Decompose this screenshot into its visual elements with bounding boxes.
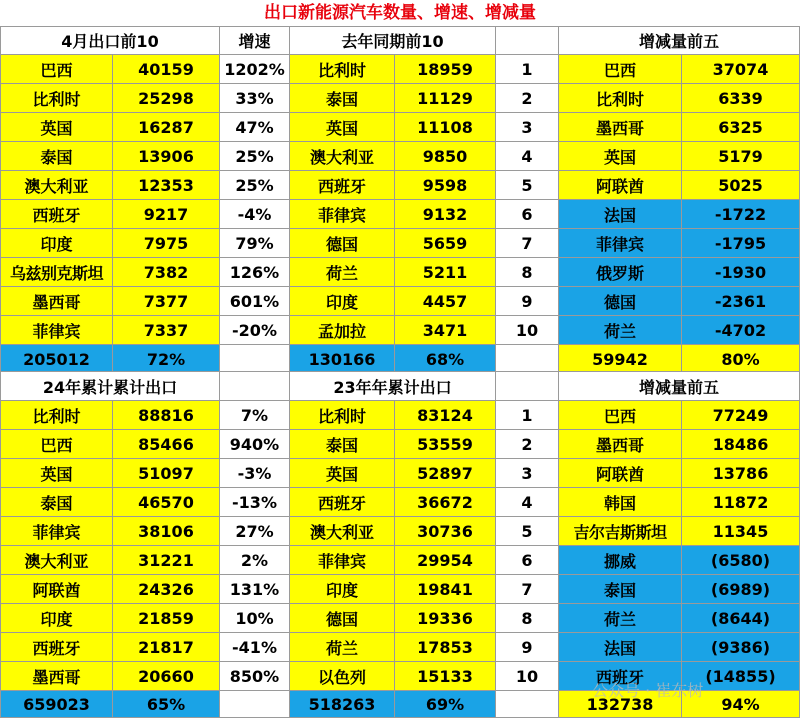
- sheet-title: 出口新能源汽车数量、增速、增减量: [264, 3, 536, 23]
- change-value: (6580): [682, 546, 800, 575]
- growth-rate: 940%: [220, 430, 290, 459]
- export-value: 7975: [113, 229, 220, 258]
- country-name: 荷兰: [559, 316, 682, 345]
- rank-number: 7: [496, 229, 559, 258]
- country-name: 印度: [290, 287, 395, 316]
- export-value: 88816: [113, 401, 220, 430]
- country-name: 西班牙: [1, 633, 113, 662]
- top-table: [0, 26, 800, 374]
- table-row: [1, 84, 800, 113]
- export-value: 15133: [395, 662, 496, 691]
- export-value: 20660: [113, 662, 220, 691]
- country-name: 比利时: [559, 84, 682, 113]
- export-value: 4457: [395, 287, 496, 316]
- growth-rate: 850%: [220, 662, 290, 691]
- total-value: 205012: [1, 345, 113, 374]
- country-name: 墨西哥: [1, 287, 113, 316]
- growth-rate: 1202%: [220, 55, 290, 84]
- export-value: 9598: [395, 171, 496, 200]
- change-value: 37074: [682, 55, 800, 84]
- rank-number: 10: [496, 662, 559, 691]
- export-value: 7377: [113, 287, 220, 316]
- change-value: 13786: [682, 459, 800, 488]
- country-name: 俄罗斯: [559, 258, 682, 287]
- export-value: 17853: [395, 633, 496, 662]
- export-value: 9217: [113, 200, 220, 229]
- export-value: 3471: [395, 316, 496, 345]
- header-change-top5: 增减量前五: [559, 27, 800, 55]
- table-row: [1, 171, 800, 200]
- export-value: 13906: [113, 142, 220, 171]
- header-rank-blank: [496, 27, 559, 55]
- change-value: 77249: [682, 401, 800, 430]
- change-value: -2361: [682, 287, 800, 316]
- country-name: 印度: [1, 604, 113, 633]
- export-value: 19841: [395, 575, 496, 604]
- country-name: 挪威: [559, 546, 682, 575]
- country-name: 孟加拉: [290, 316, 395, 345]
- export-value: 21817: [113, 633, 220, 662]
- total-share: 72%: [113, 345, 220, 374]
- rank-number: 4: [496, 142, 559, 171]
- blank-cell: [220, 691, 290, 718]
- change-value: -1722: [682, 200, 800, 229]
- table-row: [1, 55, 800, 84]
- country-name: 比利时: [290, 401, 395, 430]
- export-value: 5211: [395, 258, 496, 287]
- rank-number: 8: [496, 604, 559, 633]
- growth-rate: 33%: [220, 84, 290, 113]
- rank-number: 9: [496, 633, 559, 662]
- growth-rate: 131%: [220, 575, 290, 604]
- export-value: 29954: [395, 546, 496, 575]
- rank-number: 7: [496, 575, 559, 604]
- rank-number: 6: [496, 200, 559, 229]
- rank-number: 9: [496, 287, 559, 316]
- growth-rate: 10%: [220, 604, 290, 633]
- country-name: 巴西: [559, 401, 682, 430]
- export-value: 7337: [113, 316, 220, 345]
- blank-cell: [496, 345, 559, 374]
- change-value: (9386): [682, 633, 800, 662]
- growth-rate: 2%: [220, 546, 290, 575]
- export-value: 11129: [395, 84, 496, 113]
- country-name: 澳大利亚: [1, 171, 113, 200]
- change-value: 11872: [682, 488, 800, 517]
- table-row: [1, 401, 800, 430]
- country-name: 英国: [290, 459, 395, 488]
- country-name: 韩国: [559, 488, 682, 517]
- growth-rate: -13%: [220, 488, 290, 517]
- export-value: 11108: [395, 113, 496, 142]
- country-name: 比利时: [1, 401, 113, 430]
- country-name: 墨西哥: [559, 113, 682, 142]
- country-name: 法国: [559, 633, 682, 662]
- header-april-top10: 4月出口前10: [1, 27, 220, 55]
- header-change-top5: 增减量前五: [559, 372, 800, 401]
- table-row: [1, 142, 800, 171]
- country-name: 英国: [1, 113, 113, 142]
- change-value: 18486: [682, 430, 800, 459]
- bottom-table: [0, 371, 800, 718]
- change-value: 5179: [682, 142, 800, 171]
- export-value: 7382: [113, 258, 220, 287]
- country-name: 菲律宾: [290, 200, 395, 229]
- country-name: 泰国: [290, 430, 395, 459]
- country-name: 泰国: [559, 575, 682, 604]
- growth-rate: 79%: [220, 229, 290, 258]
- table-row: [1, 546, 800, 575]
- growth-rate: -20%: [220, 316, 290, 345]
- growth-rate: -4%: [220, 200, 290, 229]
- country-name: 比利时: [290, 55, 395, 84]
- country-name: 菲律宾: [1, 517, 113, 546]
- total-share: 80%: [682, 345, 800, 374]
- total-share: 69%: [395, 691, 496, 718]
- export-value: 24326: [113, 575, 220, 604]
- change-value: (6989): [682, 575, 800, 604]
- table-row: [1, 200, 800, 229]
- country-name: 泰国: [290, 84, 395, 113]
- change-value: (8644): [682, 604, 800, 633]
- country-name: 阿联酋: [1, 575, 113, 604]
- country-name: 吉尔吉斯斯坦: [559, 517, 682, 546]
- country-name: 荷兰: [290, 258, 395, 287]
- rank-number: 10: [496, 316, 559, 345]
- table-row: [1, 488, 800, 517]
- header-2023-cumulative: 23年年累计出口: [290, 372, 496, 401]
- export-value: 40159: [113, 55, 220, 84]
- export-value: 51097: [113, 459, 220, 488]
- rank-number: 5: [496, 517, 559, 546]
- table-row: [1, 229, 800, 258]
- export-value: 21859: [113, 604, 220, 633]
- country-name: 印度: [290, 575, 395, 604]
- rank-number: 8: [496, 258, 559, 287]
- table-row: [1, 113, 800, 142]
- export-value: 25298: [113, 84, 220, 113]
- country-name: 荷兰: [290, 633, 395, 662]
- country-name: 英国: [1, 459, 113, 488]
- rank-number: 4: [496, 488, 559, 517]
- export-value: 16287: [113, 113, 220, 142]
- table-row: [1, 258, 800, 287]
- export-value: 31221: [113, 546, 220, 575]
- total-value: 132738: [559, 691, 682, 718]
- total-value: 659023: [1, 691, 113, 718]
- export-value: 9132: [395, 200, 496, 229]
- rank-number: 6: [496, 546, 559, 575]
- country-name: 巴西: [1, 430, 113, 459]
- rank-number: 1: [496, 55, 559, 84]
- export-value: 52897: [395, 459, 496, 488]
- table-row: [1, 459, 800, 488]
- table-row: [1, 633, 800, 662]
- country-name: 法国: [559, 200, 682, 229]
- growth-rate: 25%: [220, 171, 290, 200]
- export-value: 12353: [113, 171, 220, 200]
- table-row: [1, 517, 800, 546]
- rank-number: 3: [496, 113, 559, 142]
- change-value: -4702: [682, 316, 800, 345]
- total-share: 68%: [395, 345, 496, 374]
- country-name: 西班牙: [290, 171, 395, 200]
- growth-rate: 7%: [220, 401, 290, 430]
- growth-rate: 126%: [220, 258, 290, 287]
- growth-rate: 601%: [220, 287, 290, 316]
- country-name: 印度: [1, 229, 113, 258]
- export-value: 83124: [395, 401, 496, 430]
- table-row: [1, 575, 800, 604]
- country-name: 泰国: [1, 142, 113, 171]
- country-name: 菲律宾: [1, 316, 113, 345]
- change-value: (14855): [682, 662, 800, 691]
- country-name: 澳大利亚: [1, 546, 113, 575]
- country-name: 英国: [290, 113, 395, 142]
- export-value: 85466: [113, 430, 220, 459]
- total-row: [1, 345, 800, 374]
- export-value: 9850: [395, 142, 496, 171]
- growth-rate: 25%: [220, 142, 290, 171]
- country-name: 墨西哥: [559, 430, 682, 459]
- growth-rate: 47%: [220, 113, 290, 142]
- total-share: 65%: [113, 691, 220, 718]
- growth-rate: -41%: [220, 633, 290, 662]
- country-name: 德国: [290, 229, 395, 258]
- country-name: 德国: [290, 604, 395, 633]
- table-row: [1, 430, 800, 459]
- country-name: 澳大利亚: [290, 142, 395, 171]
- country-name: 澳大利亚: [290, 517, 395, 546]
- country-name: 泰国: [1, 488, 113, 517]
- export-value: 38106: [113, 517, 220, 546]
- header-2024-cumulative: 24年累计累计出口: [1, 372, 220, 401]
- blank-cell: [220, 345, 290, 374]
- rank-number: 2: [496, 84, 559, 113]
- country-name: 西班牙: [290, 488, 395, 517]
- country-name: 阿联酋: [559, 459, 682, 488]
- country-name: 巴西: [559, 55, 682, 84]
- total-value: 59942: [559, 345, 682, 374]
- change-value: 6339: [682, 84, 800, 113]
- header-growth-blank: [220, 372, 290, 401]
- export-value: 19336: [395, 604, 496, 633]
- change-value: -1795: [682, 229, 800, 258]
- growth-rate: -3%: [220, 459, 290, 488]
- country-name: 巴西: [1, 55, 113, 84]
- country-name: 菲律宾: [559, 229, 682, 258]
- rank-number: 3: [496, 459, 559, 488]
- country-name: 乌兹别克斯坦: [1, 258, 113, 287]
- table-row: [1, 604, 800, 633]
- export-value: 46570: [113, 488, 220, 517]
- export-value: 36672: [395, 488, 496, 517]
- country-name: 西班牙: [559, 662, 682, 691]
- header-growth: 增速: [220, 27, 290, 55]
- export-value: 53559: [395, 430, 496, 459]
- country-name: 德国: [559, 287, 682, 316]
- watermark: 公众号 · 崔东树: [592, 681, 704, 700]
- export-value: 30736: [395, 517, 496, 546]
- rank-number: 1: [496, 401, 559, 430]
- country-name: 英国: [559, 142, 682, 171]
- rank-number: 2: [496, 430, 559, 459]
- total-value: 518263: [290, 691, 395, 718]
- country-name: 西班牙: [1, 200, 113, 229]
- country-name: 以色列: [290, 662, 395, 691]
- table-row: [1, 287, 800, 316]
- table-row: [1, 316, 800, 345]
- change-value: 6325: [682, 113, 800, 142]
- growth-rate: 27%: [220, 517, 290, 546]
- country-name: 墨西哥: [1, 662, 113, 691]
- total-share: 94%: [682, 691, 800, 718]
- rank-number: 5: [496, 171, 559, 200]
- header-rank-blank: [496, 372, 559, 401]
- country-name: 荷兰: [559, 604, 682, 633]
- change-value: 11345: [682, 517, 800, 546]
- change-value: 5025: [682, 171, 800, 200]
- header-last-year-top10: 去年同期前10: [290, 27, 496, 55]
- blank-cell: [496, 691, 559, 718]
- country-name: 比利时: [1, 84, 113, 113]
- export-value: 18959: [395, 55, 496, 84]
- total-value: 130166: [290, 345, 395, 374]
- country-name: 菲律宾: [290, 546, 395, 575]
- export-value: 5659: [395, 229, 496, 258]
- change-value: -1930: [682, 258, 800, 287]
- country-name: 阿联酋: [559, 171, 682, 200]
